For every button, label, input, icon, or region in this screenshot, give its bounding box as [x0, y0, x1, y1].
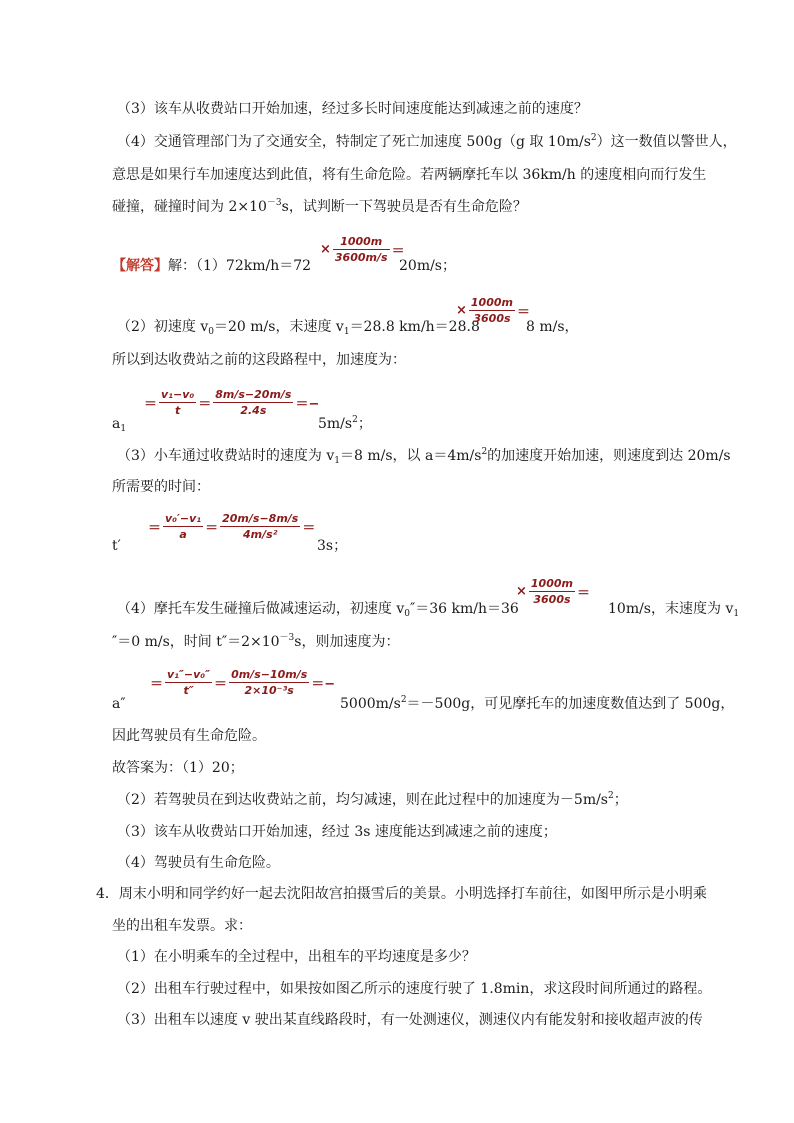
a2-label: a″	[112, 696, 126, 712]
answer-1-result: 20m/s；	[399, 258, 456, 274]
answer-tag: 【解答】	[112, 258, 168, 274]
answer-4-line-2: ″＝0 m/s，时间 $t''=2\times 10^{-3}s$，则加速度为：	[112, 633, 400, 650]
answer-3-line-2: 所需要的时间：	[112, 479, 210, 495]
formula-a1: ＝ $\frac{\text{v₁−v₀}}{t}$ ＝ $\frac{8m/s-20m/s}{2.4s}$ ＝−	[144, 388, 320, 417]
problem-4-question-2: （2）出租车行驶过程中，如果按如图乙所示的速度行驶了 1.8min，求这段时间所通过的路程。	[117, 981, 712, 997]
formula-unit-convert-2: × $\frac{1000m}{3600s}$ ＝	[456, 296, 530, 325]
question-4-line-2: 意思是如果行车加速度达到此值，将有生命危险。若两辆摩托车以 36km/h 的速度相向而行发生	[112, 167, 707, 183]
answer-4-result: 10m/s，末速度为 $v_1$	[608, 601, 740, 619]
a1-result: $5m/s^2$；	[318, 415, 372, 432]
final-answer-3: （3）该车从收费站口开始加速，经过 3s 速度能达到减速之前的速度；	[117, 824, 557, 840]
final-answer-1: 故答案为：（1）20；	[112, 760, 244, 776]
problem-4-question-3: （3）出租车以速度 v 驶出某直线路段时，有一处测速仪，测速仪内有能发射和接收超声波的传	[117, 1012, 703, 1028]
answer-4: （4）摩托车发生碰撞后做减速运动，初速度 $v_0''=36$ km/h＝36	[117, 601, 519, 619]
problem-number: 4．	[96, 886, 119, 902]
answer-1: 【解答】解：（1）72km/h＝72	[112, 258, 312, 274]
answer-3: （3）小车通过收费站时的速度为 $v_1=8$ m/s，以 $a=4m/s^2$的加速度开始加速，则速度到达 20m/s	[117, 447, 731, 466]
question-3: （3）该车从收费站口开始加速，经过多长时间速度能达到减速之前的速度？	[117, 101, 588, 117]
a2-result: $5000m/s^2=-500g$，可见摩托车的加速度数值达到了 500g，	[340, 695, 735, 712]
final-answer-4: （4）驾驶员有生命危险。	[117, 855, 280, 871]
a1-label: $a_1$	[112, 416, 127, 434]
formula-unit-convert-1: × $\frac{1000m}{3600m/s}$ ＝	[320, 235, 405, 264]
t-result: 3s；	[317, 538, 348, 554]
conclusion: 因此驾驶员有生命危险。	[112, 728, 266, 744]
question-4-line-1: （4）交通管理部门为了交通安全，特制定了死亡加速度 500g（g 取 $10m/s^2$）这一数值以警世人，	[117, 133, 737, 150]
formula-a2: ＝ $\frac{\text{v₁″−v₀″}}{t''}$ ＝ $\frac{0m/s-10m/s}{\text{2×10⁻³s}}$ ＝−	[150, 668, 336, 697]
problem-4-line-2: 坐的出租车发票。求：	[112, 918, 252, 934]
question-4-line-3: 碰撞，碰撞时间为 $2\times 10^{-3}s$，试判断一下驾驶员是否有生命危险？	[112, 198, 527, 215]
formula-unit-convert-3: × $\frac{1000m}{3600s}$ ＝	[516, 577, 590, 606]
problem-4-line-1: 4．周末小明和同学约好一起去沈阳故宫拍摄雪后的美景。小明选择打车前往，如图甲所示是小明乘	[96, 886, 707, 902]
t-label: t′	[112, 538, 121, 554]
answer-2-line-2: 所以到达收费站之前的这段路程中，加速度为：	[112, 352, 406, 368]
problem-4-question-1: （1）在小明乘车的全过程中，出租车的平均速度是多少？	[117, 949, 476, 965]
final-answer-2: （2）若驾驶员在到达收费站之前，均匀减速，则在此过程中的加速度为$-5m/s^2$；	[117, 791, 628, 808]
answer-2-result: 8 m/s，	[526, 319, 579, 335]
answer-2: （2）初速度 $v_0=20$ m/s，末速度 $v_1=28.8$ km/h＝28.8	[117, 319, 480, 337]
formula-time: ＝ $\frac{\text{v₀′−v₁}}{a}$ ＝ $\frac{20m/s-8m/s}{\text{4m/s²}}$ ＝	[148, 512, 316, 541]
